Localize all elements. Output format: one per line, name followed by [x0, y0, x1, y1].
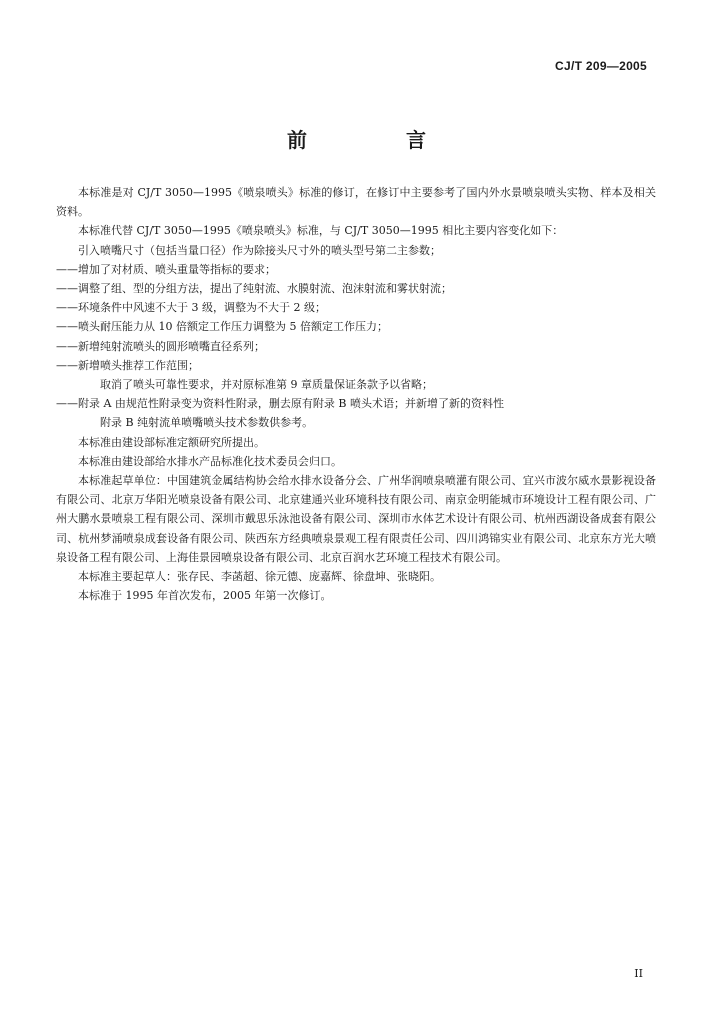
change-item-appendix-cont: 附录 B 纯射流单喷嘴喷头技术参数供参考。 — [100, 416, 314, 430]
paragraph-proposer: 本标准由建设部标准定额研究所提出。 — [78, 435, 265, 449]
change-item-text: 喷头耐压能力从 10 倍额定工作压力调整为 5 倍额定工作压力； — [78, 320, 388, 334]
change-item — [56, 298, 656, 317]
dash-mark: —— — [56, 262, 78, 276]
dash-mark: —— — [56, 397, 78, 411]
change-item-text: 环境条件中风速不大于 3 级，调整为不大于 2 级； — [78, 301, 326, 315]
change-item — [56, 356, 656, 375]
paragraph-history: 本标准于 1995 年首次发布，2005 年第一次修订。 — [78, 589, 332, 603]
paragraph-nozzle-size: 引入喷嘴尺寸（包括当量口径）作为除接头尺寸外的喷头型号第二主参数； — [78, 243, 441, 257]
change-item — [56, 279, 656, 298]
page-number: II — [634, 967, 643, 980]
paragraph-drafting-units: 本标准起草单位：中国建筑金属结构协会给水排水设备分会、广州华润喷泉喷灌有限公司、宜兴市波尔威水景影视设备有限公司、北京万华阳光喷泉设备有限公司、北京建通兴业环境科技有限公司、南京金明能城市环境设计工程有限公司、广州大鹏水景喷泉工程有限公司、深圳市戴思乐泳池设备有限公司、深圳市水体艺术设计有限公司、杭州西湖设备成套有限公司、杭州梦涌喷泉成套设备有限公司、陕西东方经典喷泉景观工程有限责任公司、四川鸿锦实业有限公司、北京东方光大喷泉设备工程有限公司、上海佳景园喷泉设备有限公司、北京百润水艺环境工程技术有限公司。 — [56, 474, 656, 564]
change-item-text: 新增喷头推荐工作范围； — [78, 358, 199, 372]
dash-mark: —— — [56, 358, 78, 372]
change-item — [56, 317, 656, 336]
change-item-text: 附录 A 由规范性附录变为资料性附录，删去原有附录 B 喷头术语；并新增了新的资料性 — [78, 397, 505, 411]
foreword-body — [56, 183, 656, 605]
change-item-appendix — [56, 394, 656, 413]
change-item-text: 新增纯射流喷头的圆形喷嘴直径系列； — [78, 339, 265, 353]
change-item — [56, 337, 656, 356]
paragraph-revision-note: 本标准是对 CJ/T 3050—1995《喷泉喷头》标准的修订，在修订中主要参考了国内外水景喷泉喷头实物、样本及相关资料。 — [56, 186, 656, 219]
paragraph-centralized: 本标准由建设部给水排水产品标准化技术委员会归口。 — [78, 454, 342, 468]
paragraph-reliability: 取消了喷头可靠性要求，并对原标准第 9 章质量保证条款予以省略； — [100, 378, 433, 392]
dash-mark: —— — [56, 339, 78, 353]
change-item-text: 增加了对材质、喷头重量等指标的要求； — [78, 262, 276, 276]
change-item — [56, 260, 656, 279]
paragraph-replacement-note: 本标准代替 CJ/T 3050—1995《喷泉喷头》标准，与 CJ/T 3050—1995 相比主要内容变化如下： — [78, 224, 564, 238]
change-item-text: 调整了组、型的分组方法，提出了纯射流、水膜射流、泡沫射流和雾状射流； — [78, 282, 452, 296]
standard-code: CJ/T 209—2005 — [555, 59, 647, 73]
page-title: 前 言 — [287, 128, 472, 152]
dash-mark: —— — [56, 320, 78, 334]
dash-mark: —— — [56, 282, 78, 296]
paragraph-drafters: 本标准主要起草人：张存民、李菡超、徐元德、庞嘉辉、徐盘坤、张晓阳。 — [78, 570, 441, 584]
dash-mark: —— — [56, 301, 78, 315]
